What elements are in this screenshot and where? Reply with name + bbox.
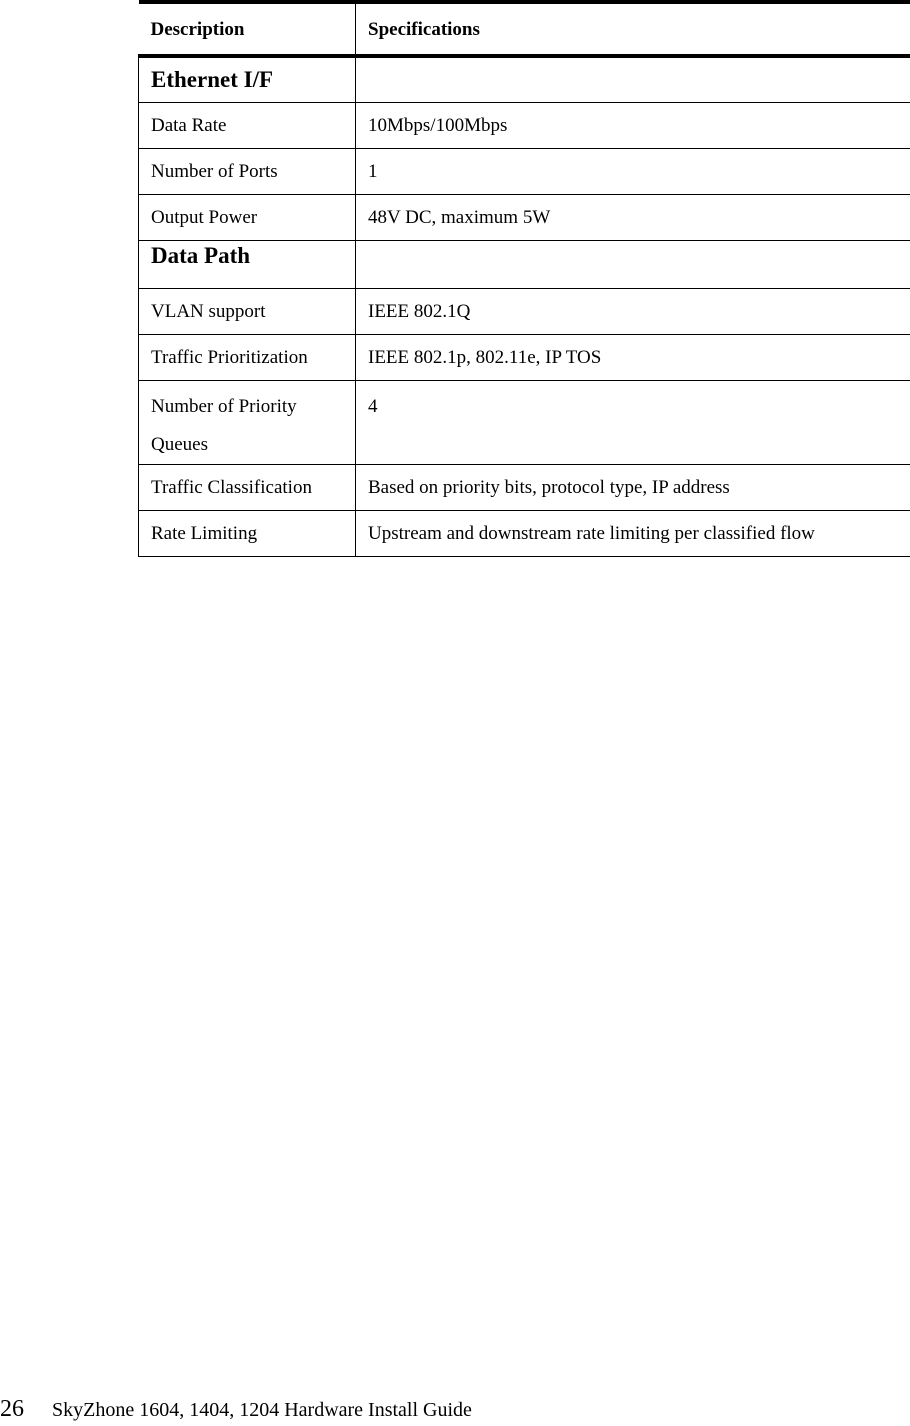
section-title: Ethernet I/F xyxy=(139,56,356,103)
row-description: Number of Priority Queues xyxy=(139,381,356,465)
row-specification: 10Mbps/100Mbps xyxy=(356,103,910,149)
row-description: Number of Ports xyxy=(139,149,356,195)
row-description: Traffic Classification xyxy=(139,465,356,511)
row-description: Rate Limiting xyxy=(139,511,356,557)
row-description: Output Power xyxy=(139,195,356,241)
column-header-description: Description xyxy=(139,2,356,56)
row-specification: Based on priority bits, protocol type, IP address xyxy=(356,465,910,511)
table-header-row xyxy=(139,2,910,56)
row-specification: 1 xyxy=(356,149,910,195)
table-row xyxy=(139,511,910,557)
section-title: Data Path xyxy=(139,241,356,289)
table-row xyxy=(139,335,910,381)
row-specification: 4 xyxy=(356,381,910,465)
column-header-specifications: Specifications xyxy=(356,2,910,56)
table-row xyxy=(139,465,910,511)
row-specification: Upstream and downstream rate limiting per classified flow xyxy=(356,511,910,557)
page-footer xyxy=(0,1396,472,1426)
section-empty-cell xyxy=(356,241,910,289)
specifications-table xyxy=(138,0,910,557)
row-specification: 48V DC, maximum 5W xyxy=(356,195,910,241)
row-specification: IEEE 802.1p, 802.11e, IP TOS xyxy=(356,335,910,381)
row-description: Data Rate xyxy=(139,103,356,149)
table-row xyxy=(139,381,910,465)
section-row-ethernet xyxy=(139,56,910,103)
page-number: 26 xyxy=(0,1396,24,1423)
row-description: VLAN support xyxy=(139,289,356,335)
table-row xyxy=(139,195,910,241)
row-description: Traffic Prioritization xyxy=(139,335,356,381)
row-specification: IEEE 802.1Q xyxy=(356,289,910,335)
table-row xyxy=(139,103,910,149)
table-row xyxy=(139,149,910,195)
footer-document-title: SkyZhone 1604, 1404, 1204 Hardware Install Guide xyxy=(52,1399,472,1422)
section-row-data-path xyxy=(139,241,910,289)
table-row xyxy=(139,289,910,335)
section-empty-cell xyxy=(356,56,910,103)
